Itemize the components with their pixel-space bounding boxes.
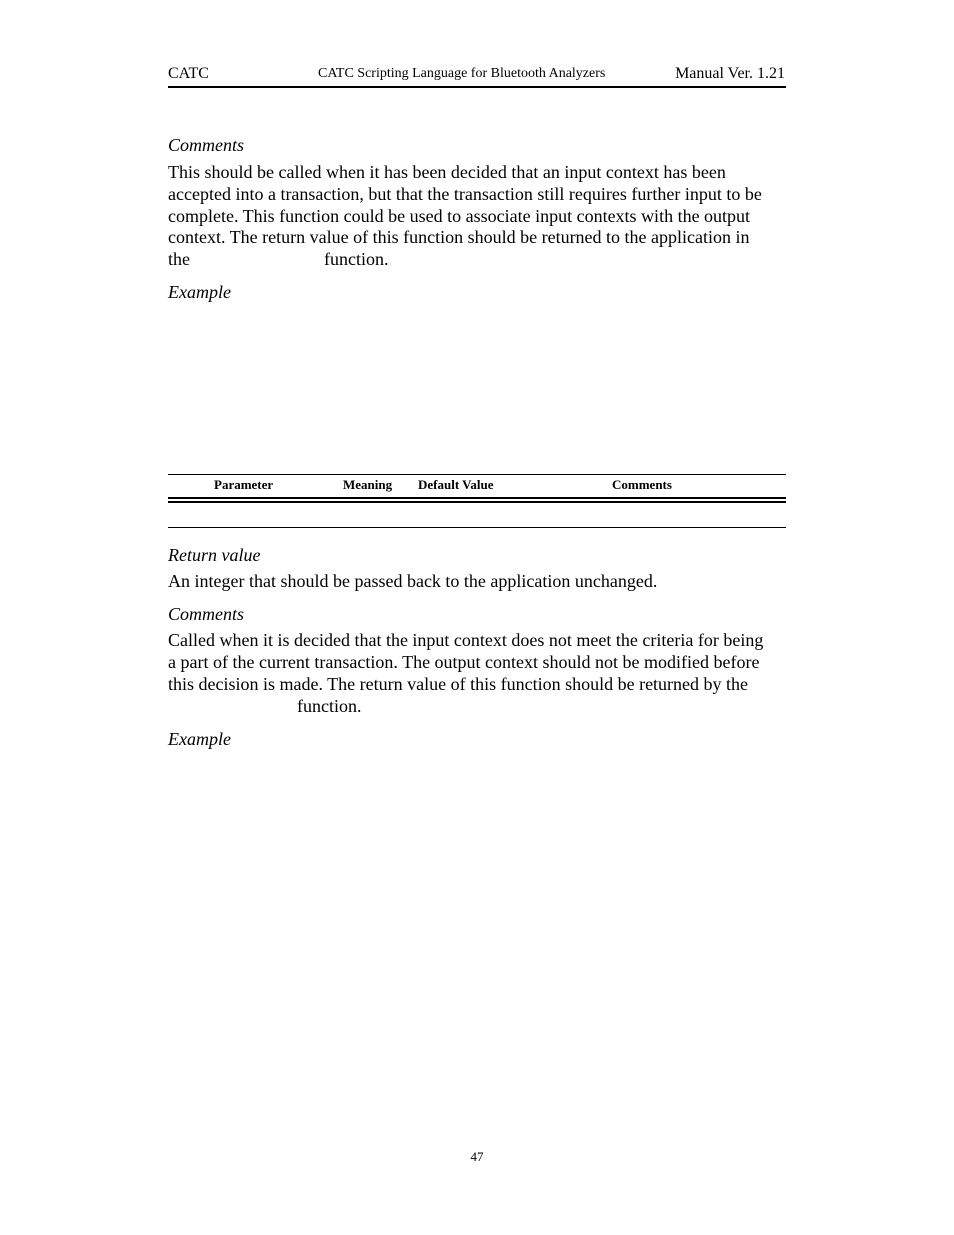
comments-line: this decision is made. The return value of this function should be returned by the [168, 674, 749, 694]
table-bottom-rule [168, 527, 786, 528]
example-heading: Example [168, 282, 231, 302]
comments-line: complete. This function could be used to associate input contexts with the output [168, 206, 751, 226]
comments-line: accepted into a transaction, but that the transaction still requires further input to be [168, 184, 762, 204]
comments-line: context. The return value of this function should be returned to the application in [168, 227, 750, 247]
header-version: Manual Ver. 1.21 [675, 65, 785, 82]
table-top-rule [168, 474, 786, 475]
header-left: CATC [168, 65, 209, 82]
comments-line: Called when it is decided that the input context does not meet the criteria for being [168, 630, 764, 650]
comments-heading: Comments [168, 604, 244, 624]
table-header-parameter: Parameter [214, 477, 274, 492]
comments-line: This should be called when it has been decided that an input context has been [168, 162, 726, 182]
comments-line: function. [297, 696, 362, 716]
comments-line: function. [324, 249, 389, 269]
example-heading: Example [168, 729, 231, 749]
table-header-comments: Comments [612, 477, 672, 492]
page-number: 47 [470, 1149, 484, 1164]
comments-line: the [168, 249, 190, 269]
header-rule [168, 86, 786, 88]
table-header-default-value: Default Value [418, 477, 494, 492]
return-value-text: An integer that should be passed back to the application unchanged. [168, 571, 658, 591]
return-value-heading: Return value [168, 545, 261, 565]
table-header-rule [168, 497, 786, 503]
table-header-meaning: Meaning [343, 477, 393, 492]
comments-heading: Comments [168, 135, 244, 155]
header-title: CATC Scripting Language for Bluetooth Analyzers [318, 66, 606, 81]
comments-line: a part of the current transaction. The output context should not be modified before [168, 652, 760, 672]
